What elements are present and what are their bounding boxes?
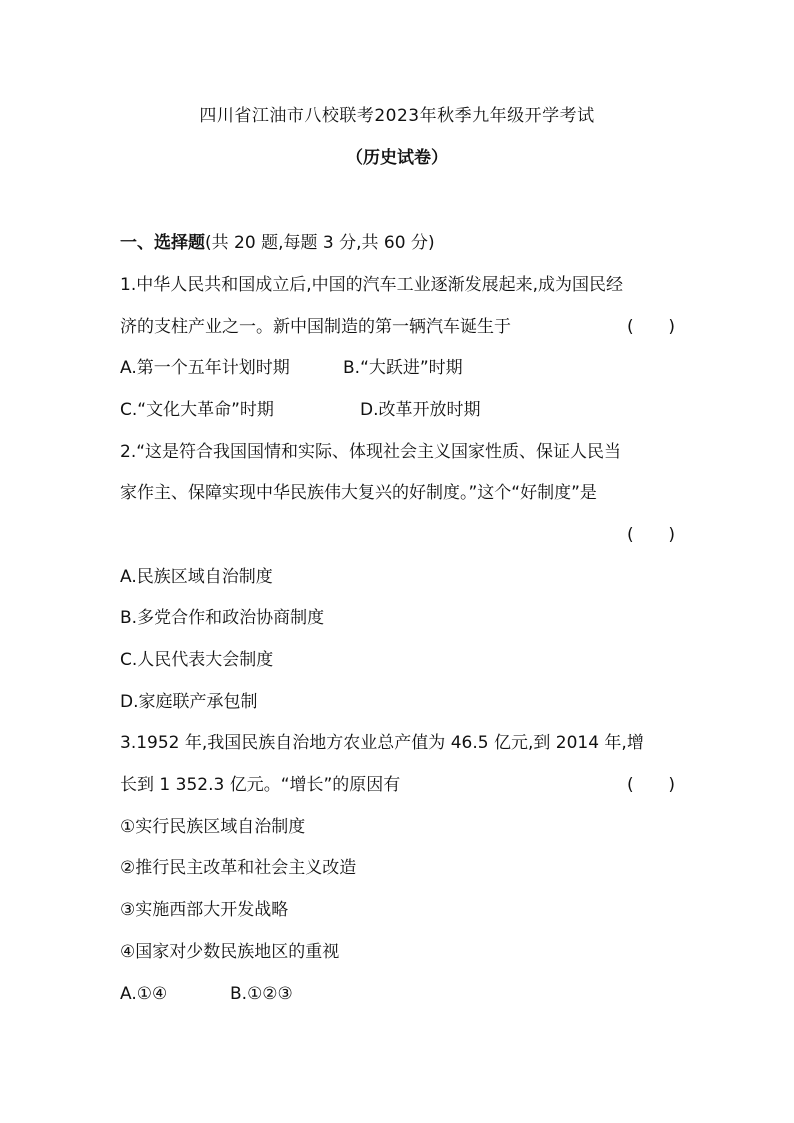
q2-answer-blank: ( )	[627, 525, 675, 545]
section-scoring: (共 20 题,每题 3 分,共 60 分)	[205, 233, 435, 253]
q2-option-c: C.人民代表大会制度	[120, 650, 274, 670]
q1-option-b: B.“大跃进”时期	[343, 358, 463, 378]
q1-stem-text: 济的支柱产业之一。新中国制造的第一辆汽车诞生于	[120, 317, 511, 337]
q3-option-a: A.①④	[120, 984, 168, 1004]
q1-option-c: C.“文化大革命”时期	[120, 400, 274, 420]
q3-item-3: ③实施西部大开发战略	[120, 900, 289, 920]
q3-stem-line2	[120, 773, 675, 797]
q3-answer-blank: ( )	[627, 775, 675, 795]
exam-subtitle: （历史试卷）	[346, 148, 448, 168]
q2-stem-line1: 2.“这是符合我国国情和实际、体现社会主义国家性质、保证人民当	[120, 442, 622, 462]
q3-item-2: ②推行民主改革和社会主义改造	[120, 858, 357, 878]
q1-stem-line2	[120, 315, 675, 339]
q2-option-b: B.多党合作和政治协商制度	[120, 608, 325, 628]
q3-option-b: B.①②③	[230, 984, 293, 1004]
q1-options-row1	[120, 356, 675, 380]
section-title: 一、选择题	[120, 233, 205, 253]
q3-item-1: ①实行民族区域自治制度	[120, 817, 306, 837]
q2-option-d: D.家庭联产承包制	[120, 692, 258, 712]
q3-stem-line1: 3.1952 年,我国民族自治地方农业总产值为 46.5 亿元,到 2014 年,增	[120, 733, 644, 753]
exam-title: 四川省江油市八校联考2023年秋季九年级开学考试	[199, 106, 595, 126]
q1-option-d: D.改革开放时期	[360, 400, 481, 420]
q1-option-a: A.第一个五年计划时期	[120, 358, 290, 378]
q1-options-row2	[120, 398, 675, 422]
q3-stem-text: 长到 1 352.3 亿元。“增长”的原因有	[120, 775, 401, 795]
q3-options-row1	[120, 982, 675, 1006]
q1-stem-line1: 1.中华人民共和国成立后,中国的汽车工业逐渐发展起来,成为国民经	[120, 275, 624, 295]
q1-answer-blank: ( )	[627, 317, 675, 337]
q2-stem-line2: 家作主、保障实现中华民族伟大复兴的好制度。”这个“好制度”是	[120, 483, 597, 503]
section-heading	[120, 231, 675, 255]
q3-item-4: ④国家对少数民族地区的重视	[120, 942, 340, 962]
q2-option-a: A.民族区域自治制度	[120, 567, 273, 587]
